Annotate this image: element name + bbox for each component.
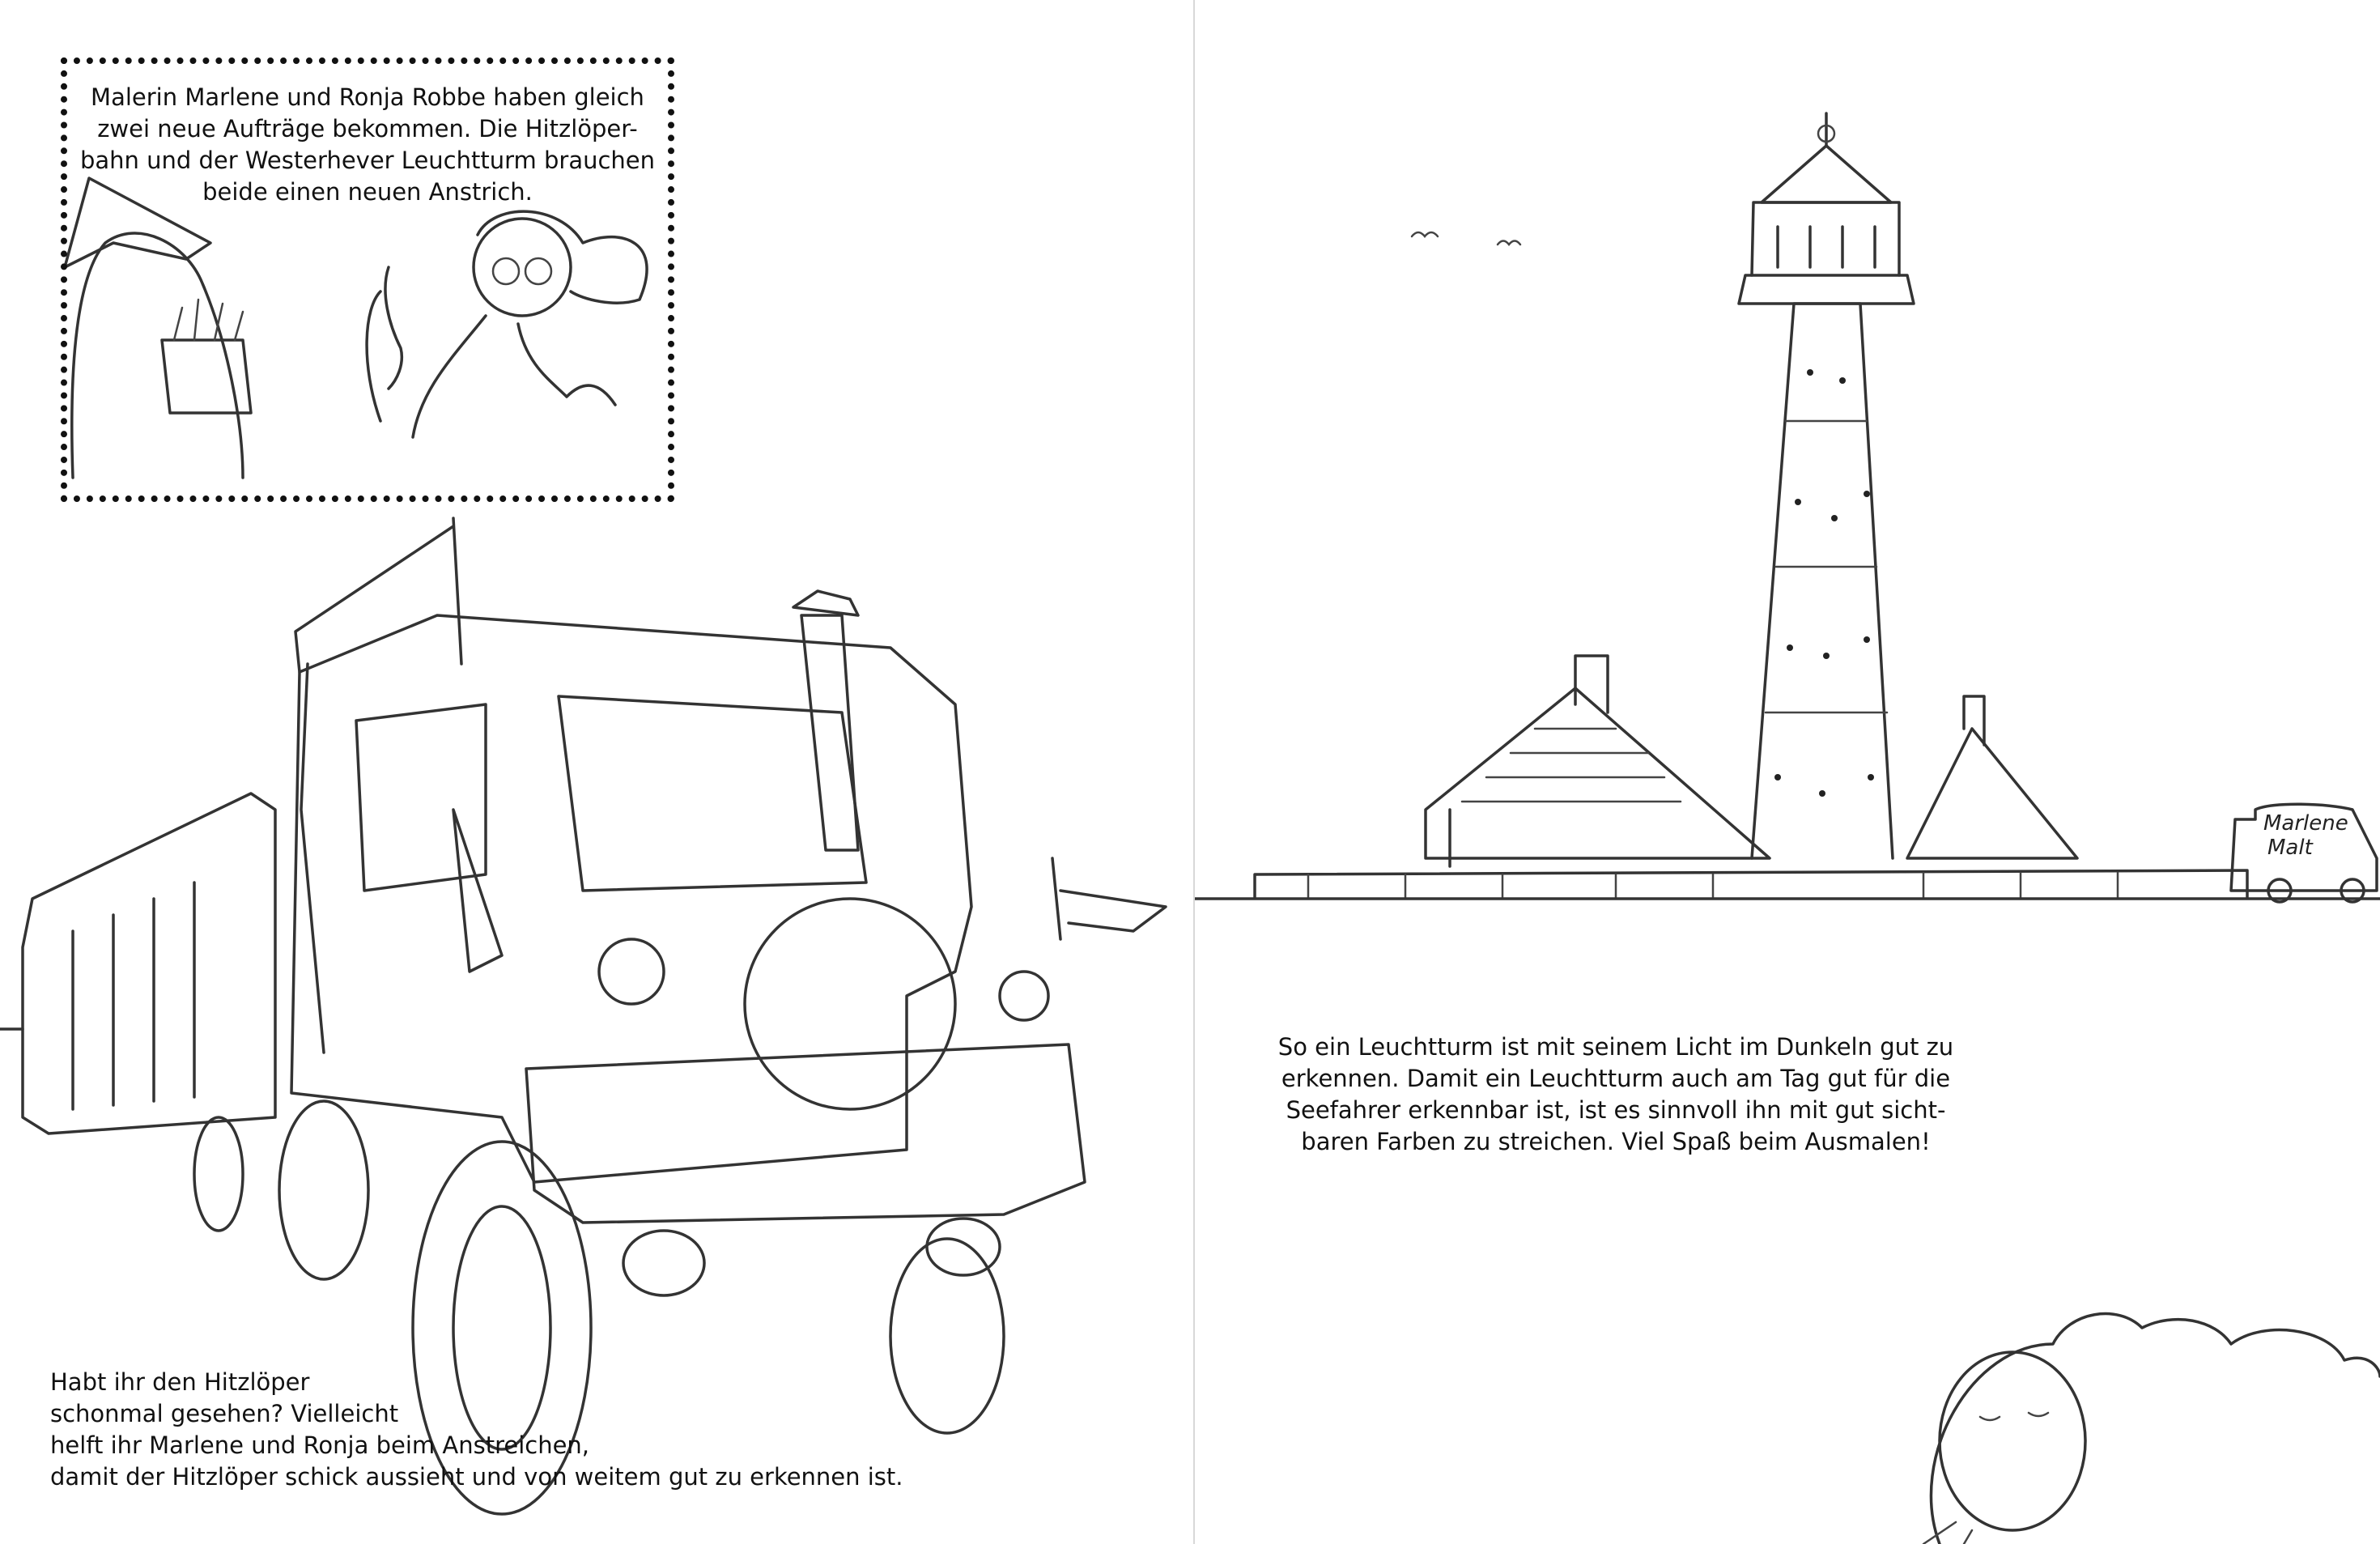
caption-line: helft ihr Marlene und Ronja beim Anstreichen, <box>50 1431 590 1459</box>
fence <box>1255 870 2247 897</box>
right-page <box>1195 0 2380 1544</box>
van-label-line: Malt <box>2267 836 2313 860</box>
seagulls <box>1412 232 1520 245</box>
lighthouse-coloring-illustration <box>1195 0 2380 1544</box>
intro-line: zwei neue Aufträge bekommen. Die Hitzlöper- <box>97 115 638 142</box>
lighthouse-caption <box>1025 1031 2207 1158</box>
caption-line: erkennen. Damit ein Leuchtturm auch am Tag gut für die <box>1281 1065 1951 1092</box>
intro-line: Malerin Marlene und Ronja Robbe haben gleich <box>91 83 644 111</box>
marlene-malt-van <box>2231 804 2377 902</box>
lighthouse <box>1739 113 1914 858</box>
intro-text <box>67 82 668 208</box>
caption-line: Habt ihr den Hitzlöper <box>50 1368 310 1396</box>
sheep-illustration <box>1923 1314 2380 1544</box>
train-caption <box>50 1367 903 1493</box>
caption-line: Seefahrer erkennbar ist, ist es sinnvoll ihn mit gut sicht- <box>1286 1096 1946 1124</box>
intro-line: beide einen neuen Anstrich. <box>202 178 533 206</box>
caption-line: schonmal gesehen? Vielleicht <box>50 1400 399 1427</box>
caption-line: baren Farben zu streichen. Viel Spaß beim Ausmalen! <box>1301 1128 1931 1155</box>
hitzloeper-train-illustration <box>0 518 1166 1514</box>
intro-line: bahn und der Westerhever Leuchtturm brauchen <box>79 147 656 174</box>
caption-line: damit der Hitzlöper schick aussieht und von weitem gut zu erkennen ist. <box>50 1463 903 1491</box>
houses <box>1426 656 2077 866</box>
caption-line: So ein Leuchtturm ist mit seinem Licht im Dunkeln gut zu <box>1277 1033 1954 1061</box>
intro-text-box <box>61 57 674 502</box>
van-label-line: Marlene <box>2263 811 2348 836</box>
